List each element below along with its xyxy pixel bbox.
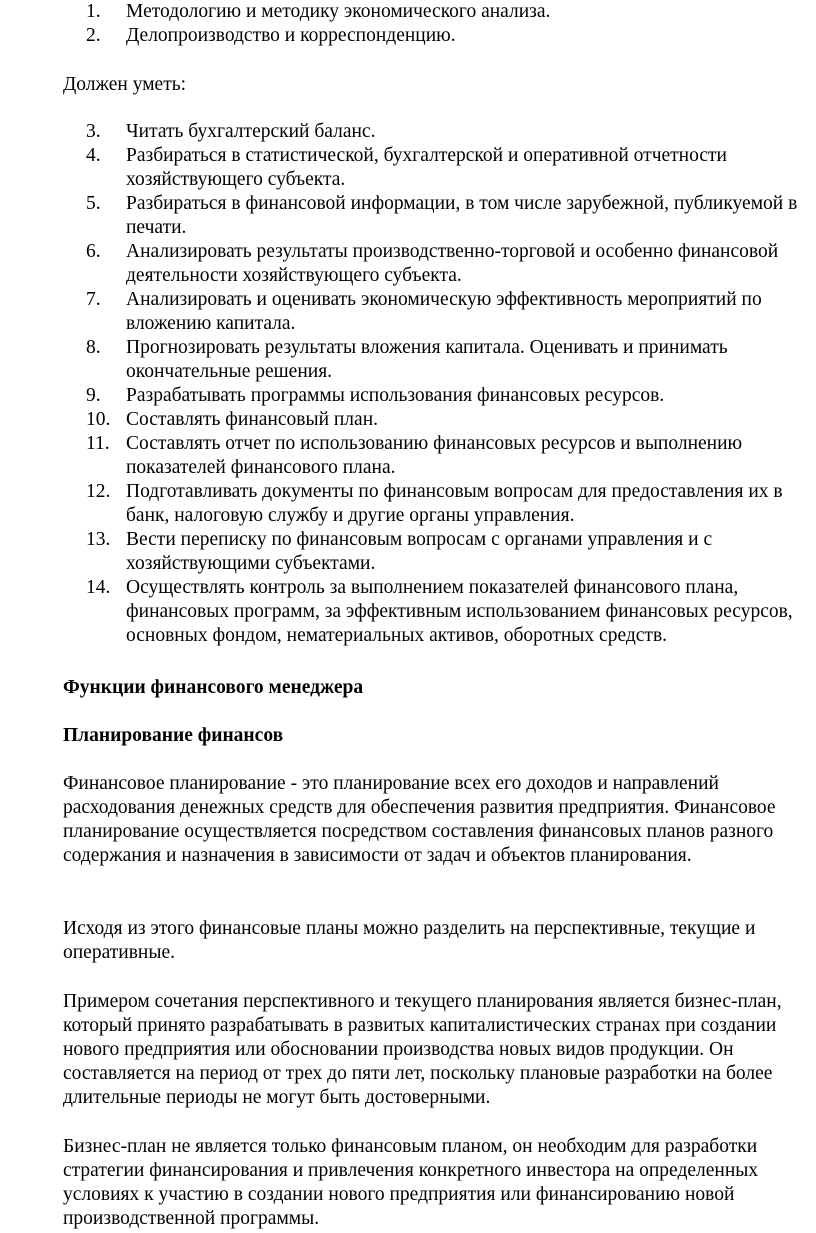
list-item <box>0 384 816 408</box>
list-item-text: Вести переписку по финансовым вопросам с органами управления и с хозяйствующими субъектами. <box>126 529 713 574</box>
list-item <box>0 144 816 192</box>
paragraph-business-plan-purpose: Бизнес-план не является только финансовым планом, он необходим для разработки стратегии финансирования и привлечения конкретного инвестора на определенных условиях к участию в создании нового предприятия или финансированию новой производственной программы. <box>63 1136 759 1229</box>
list-item-text: Составлять отчет по использованию финансовых ресурсов и выполнению показателей финансового плана. <box>126 433 743 478</box>
list-item-number: 12. <box>86 481 111 502</box>
list-item-number: 3. <box>86 121 101 142</box>
list-item <box>0 0 816 24</box>
list-item <box>0 24 816 48</box>
list-item-number: 4. <box>86 145 101 166</box>
list-item-number: 9. <box>86 385 101 406</box>
list-item-text: Разрабатывать программы использования финансовых ресурсов. <box>126 385 665 406</box>
list-item-number: 10. <box>86 409 111 430</box>
list-item-number: 1. <box>86 1 101 22</box>
skills-list <box>0 120 816 648</box>
list-item-text: Анализировать результаты производственно-торговой и особенно финансовой деятельности хозяйствующего субъекта. <box>126 241 779 286</box>
list-item <box>0 480 816 528</box>
list-item-text: Прогнозировать результаты вложения капитала. Оценивать и принимать окончательные решения. <box>126 337 728 382</box>
heading-planning: Планирование финансов <box>63 725 284 746</box>
list-item-number: 11. <box>86 433 110 454</box>
paragraph-financial-planning: Финансовое планирование - это планирование всех его доходов и направлений расходования денежных средств для обеспечения развития предприятия. Финансовое планирование осуществляется посредством составления финансовых планов разного содержания и назначения в зависимости от задач и объектов планирования. <box>63 773 776 866</box>
list-item-text: Читать бухгалтерский баланс. <box>126 121 376 142</box>
list-item-number: 14. <box>86 577 111 598</box>
list-item-text: Разбираться в финансовой информации, в том числе зарубежной, публикуемой в печати. <box>126 193 798 238</box>
list-item-text: Анализировать и оценивать экономическую эффективность мероприятий по вложению капитала. <box>126 289 762 334</box>
list-item <box>0 408 816 432</box>
list-item <box>0 288 816 336</box>
list-item-text: Делопроизводство и корреспонденцию. <box>126 25 456 46</box>
list-item <box>0 192 816 240</box>
list-item-number: 13. <box>86 529 111 550</box>
list-item <box>0 528 816 576</box>
must-be-able-label: Должен уметь: <box>63 74 187 95</box>
list-item-number: 7. <box>86 289 101 310</box>
list-item <box>0 240 816 288</box>
list-item-number: 5. <box>86 193 101 214</box>
list-item <box>0 576 816 648</box>
list-item-text: Составлять финансовый план. <box>126 409 379 430</box>
list-item-text: Разбираться в статистической, бухгалтерской и оперативной отчетности хозяйствующего субъекта. <box>126 145 727 190</box>
list-item-number: 2. <box>86 25 101 46</box>
heading-functions: Функции финансового менеджера <box>63 677 364 698</box>
knowledge-list <box>0 0 816 48</box>
list-item-number: 8. <box>86 337 101 358</box>
list-item-text: Подготавливать документы по финансовым вопросам для предоставления их в банк, налоговую службу и другие органы управления. <box>126 481 783 526</box>
list-item-number: 6. <box>86 241 101 262</box>
paragraph-plan-types: Исходя из этого финансовые планы можно разделить на перспективные, текущие и оперативные. <box>63 918 756 963</box>
paragraph-business-plan-example: Примером сочетания перспективного и текущего планирования является бизнес-план, который принято разрабатывать в развитых капиталистических странах при создании нового предприятия или обосновании производства новых видов продукции. Он составляется на период от трех до пяти лет, поскольку плановые разработки на более длительные периоды не могут быть достоверными. <box>63 991 782 1108</box>
list-item <box>0 336 816 384</box>
list-item-text: Методологию и методику экономического анализа. <box>126 1 551 22</box>
list-item <box>0 432 816 480</box>
list-item-text: Осуществлять контроль за выполнением показателей финансового плана, финансовых программ, за эффективным использованием финансовых ресурсов, основных фондом, нематериальных активов, оборотных средств. <box>126 577 793 646</box>
list-item <box>0 120 816 144</box>
